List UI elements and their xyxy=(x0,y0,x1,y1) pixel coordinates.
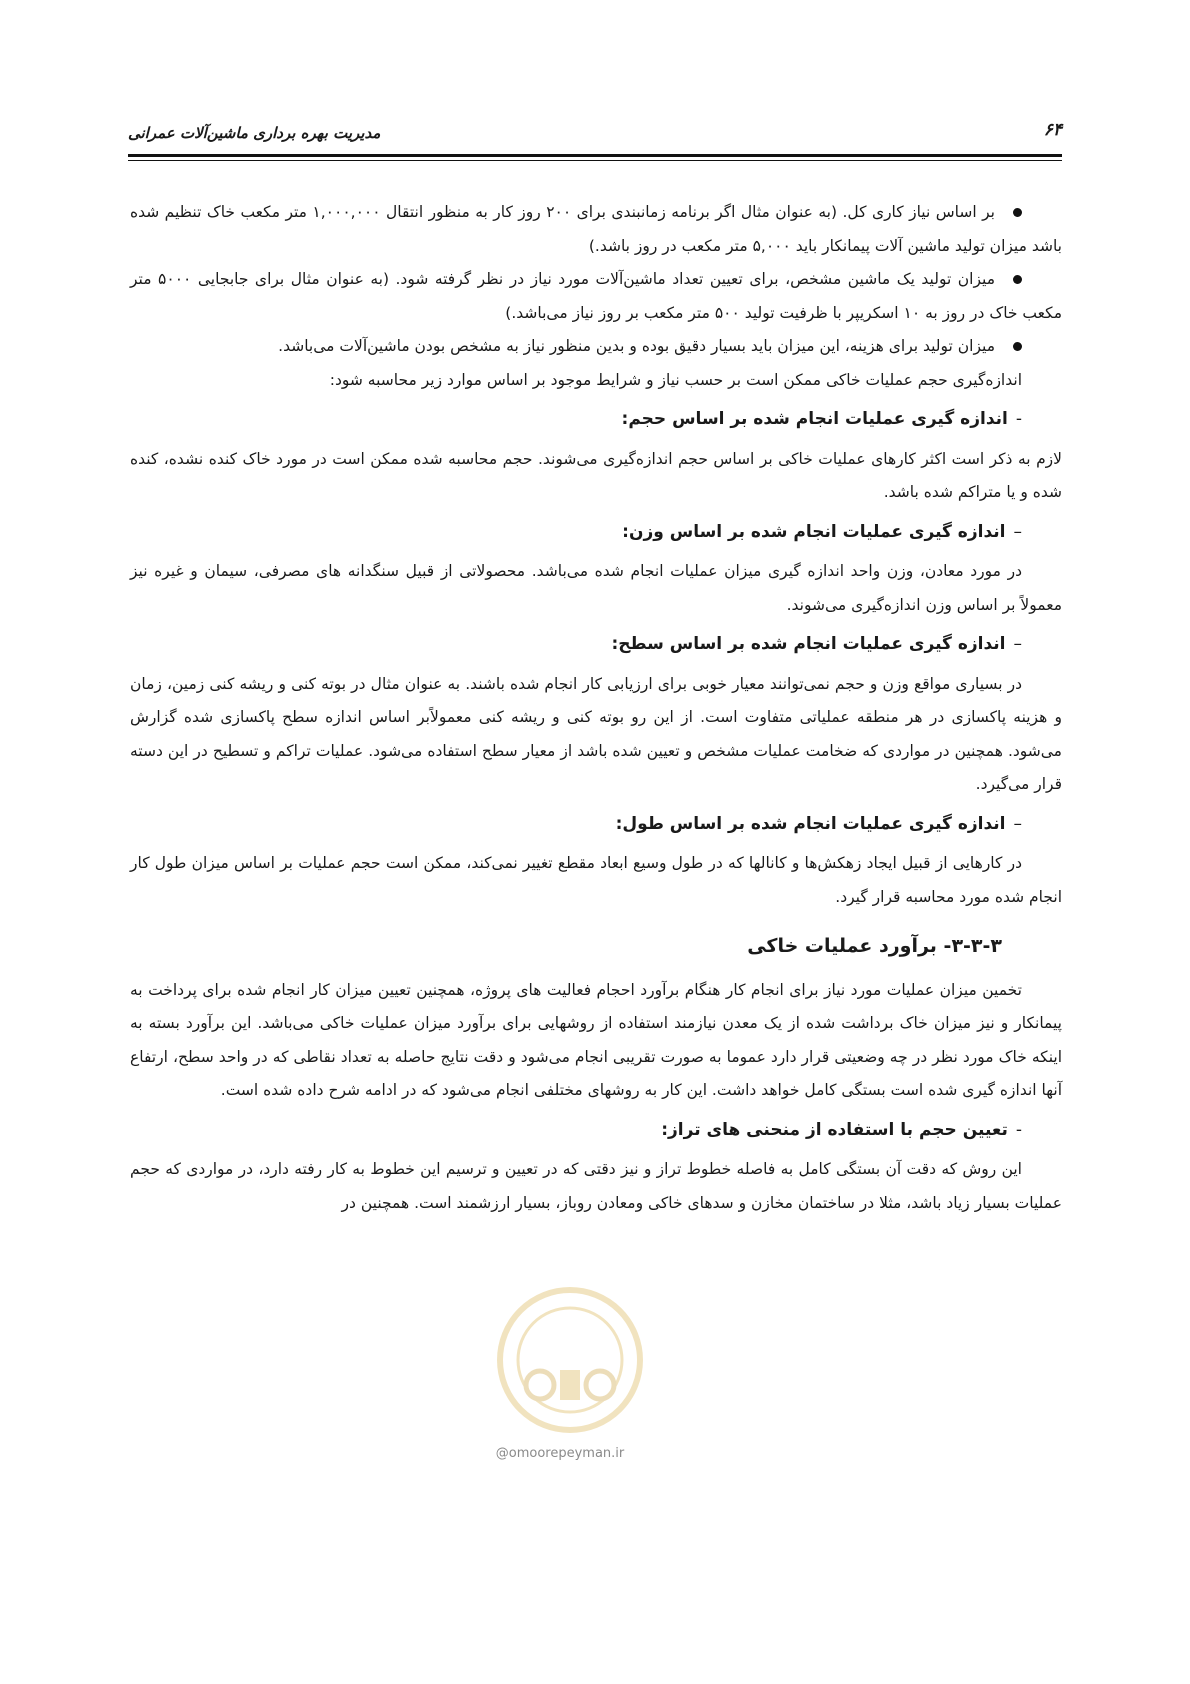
bullet-icon xyxy=(1013,342,1022,351)
header-rule-thick xyxy=(128,154,1062,157)
dash-marker: – xyxy=(1013,634,1022,654)
area-heading xyxy=(130,628,1062,662)
watermark-logo xyxy=(470,1280,670,1440)
bullet-item xyxy=(130,196,1062,263)
header-rule-thin xyxy=(128,160,1062,161)
heading-text: اندازه گیری عملیات انجام شده بر اساس طول: xyxy=(615,813,1006,834)
contour-paragraph: این روش که دقت آن بستگی کامل به فاصله خطوط تراز و نیز دقتی که در تعیین و ترسیم این خطوط به کار رفته دارد، در مواردی که حجم عملیات بسیار زیاد باشد، مثلا در ساختمان مخازن و سدهای خاکی ومعادن روباز، بسیار ارزشمند است. همچنین در xyxy=(130,1160,1062,1212)
weight-heading xyxy=(130,516,1062,550)
watermark-url: @omoorepeyman.ir xyxy=(495,1446,625,1461)
volume-heading xyxy=(130,403,1062,437)
dash-marker: – xyxy=(1013,521,1022,542)
volume-paragraph: لازم به ذکر است اکثر کارهای عملیات خاکی بر اساس حجم اندازه‌گیری می‌شوند. حجم محاسبه شده ممکن است در مورد خاک کنده نشده، کنده شده و یا متراکم شده باشد. xyxy=(130,449,1062,501)
bullet-item xyxy=(130,263,1062,330)
bullet-text: میزان تولید یک ماشین مشخص، برای تعیین تعداد ماشین‌آلات مورد نیاز در نظر گرفته شود. (به عنوان مثال برای جابجایی ۵۰۰۰ متر مکعب خاک در روز به ۱۰ اسکریپر با ظرفیت تولید ۵۰۰ متر مکعب بر روز نیاز می‌باشد.) xyxy=(130,270,1062,322)
heading-text: اندازه گیری عملیات انجام شده بر اساس حجم: xyxy=(621,409,1008,429)
section-heading-3-3-3: ۳-۳-۳- برآورد عملیات خاکی xyxy=(747,935,1002,957)
section-3-3-3-paragraph: تخمین میزان عملیات مورد نیاز برای انجام کار هنگام برآورد احجام فعالیت های پروژه، همچنین تعیین میزان کار انجام شده برای پرداخت به پیمانکار و نیز میزان خاک برداشت شده از یک معدن نیازمند استفاده از روشهایی برای برآورد میزان عملیات خاکی می‌باشد. این برآورد بسته به اینکه خاک مورد نظر در چه وضعیتی قرار دارد عموما به صورت تقریبی انجام می‌شود و دقت نتایج حاصله به تعداد نقاطی که در واحد سطح، ارتفاع آنها اندازه گیری شده است بستگی کامل خواهد داشت. این کار به روشهای مختلفی انجام می‌شود که در ادامه شرح داده شده است. xyxy=(130,980,1062,1099)
bullet-text: میزان تولید برای هزینه، این میزان باید بسیار دقیق بوده و بدین منظور نیاز به مشخص بودن ماشین‌آلات می‌باشد. xyxy=(278,337,995,355)
area-paragraph: در بسیاری مواقع وزن و حجم نمی‌توانند معیار خوبی برای ارزیابی کار انجام شده باشند. به عنوان مثال در بوته کنی و ریشه کنی زمین، زمان و هزینه پاکسازی در هر منطقه عملیاتی متفاوت است. از این رو بوته کنی و ریشه کنی معمولاًبر اساس اندازه سطح پاکسازی شده گزارش می‌شود. همچنین در مواردی که ضخامت عملیات مشخص و تعیین شده باشد از معیار سطح استفاده می‌شود. عملیات تراکم و تسطیح در این دسته قرار می‌گیرد. xyxy=(130,674,1062,793)
heading-text: اندازه گیری عملیات انجام شده بر اساس سطح: xyxy=(611,634,1006,654)
book-title: مدیریت بهره برداری ماشین‌آلات عمرانی xyxy=(128,124,381,142)
dash-marker: – xyxy=(1013,813,1022,834)
dash-marker: - xyxy=(1015,409,1022,429)
bullet-icon xyxy=(1013,208,1022,217)
heading-text: تعیین حجم با استفاده از منحنی های تراز: xyxy=(661,1119,1008,1140)
length-heading xyxy=(130,808,1062,842)
page-number: ۶۴ xyxy=(1043,120,1062,140)
dash-marker: - xyxy=(1015,1119,1022,1140)
length-paragraph: در کارهایی از قبیل ایجاد زهکش‌ها و کانالها که در طول وسیع ابعاد مقطع تغییر نمی‌کند، ممکن است حجم عملیات بر اساس میزان طول کار انجام شده مورد محاسبه قرار گیرد. xyxy=(130,854,1062,906)
contour-heading xyxy=(130,1114,1062,1148)
bullet-item xyxy=(130,330,1062,364)
intro-paragraph: اندازه‌گیری حجم عملیات خاکی ممکن است بر حسب نیاز و شرایط موجود بر اساس موارد زیر محاسبه شود: xyxy=(329,370,1022,389)
heading-text: اندازه گیری عملیات انجام شده بر اساس وزن: xyxy=(622,521,1006,542)
page-body xyxy=(130,196,1062,1220)
bullet-text: بر اساس نیاز کاری کل. (به عنوان مثال اگر برنامه زمانبندی برای ۲۰۰ روز کار به منظور انتقال ۱,۰۰۰,۰۰۰ متر مکعب خاک تنظیم شده باشد میزان تولید ماشین آلات پیمانکار باید ۵,۰۰۰ متر مکعب در روز باشد.) xyxy=(130,203,1062,255)
page-header xyxy=(128,118,1062,158)
bullet-icon xyxy=(1013,275,1022,284)
weight-paragraph: در مورد معادن، وزن واحد اندازه گیری میزان عملیات انجام شده می‌باشد. محصولاتی از قبیل سنگدانه های مصرفی، سیمان و غیره نیز معمولاً بر اساس وزن اندازه‌گیری می‌شوند. xyxy=(130,562,1062,614)
